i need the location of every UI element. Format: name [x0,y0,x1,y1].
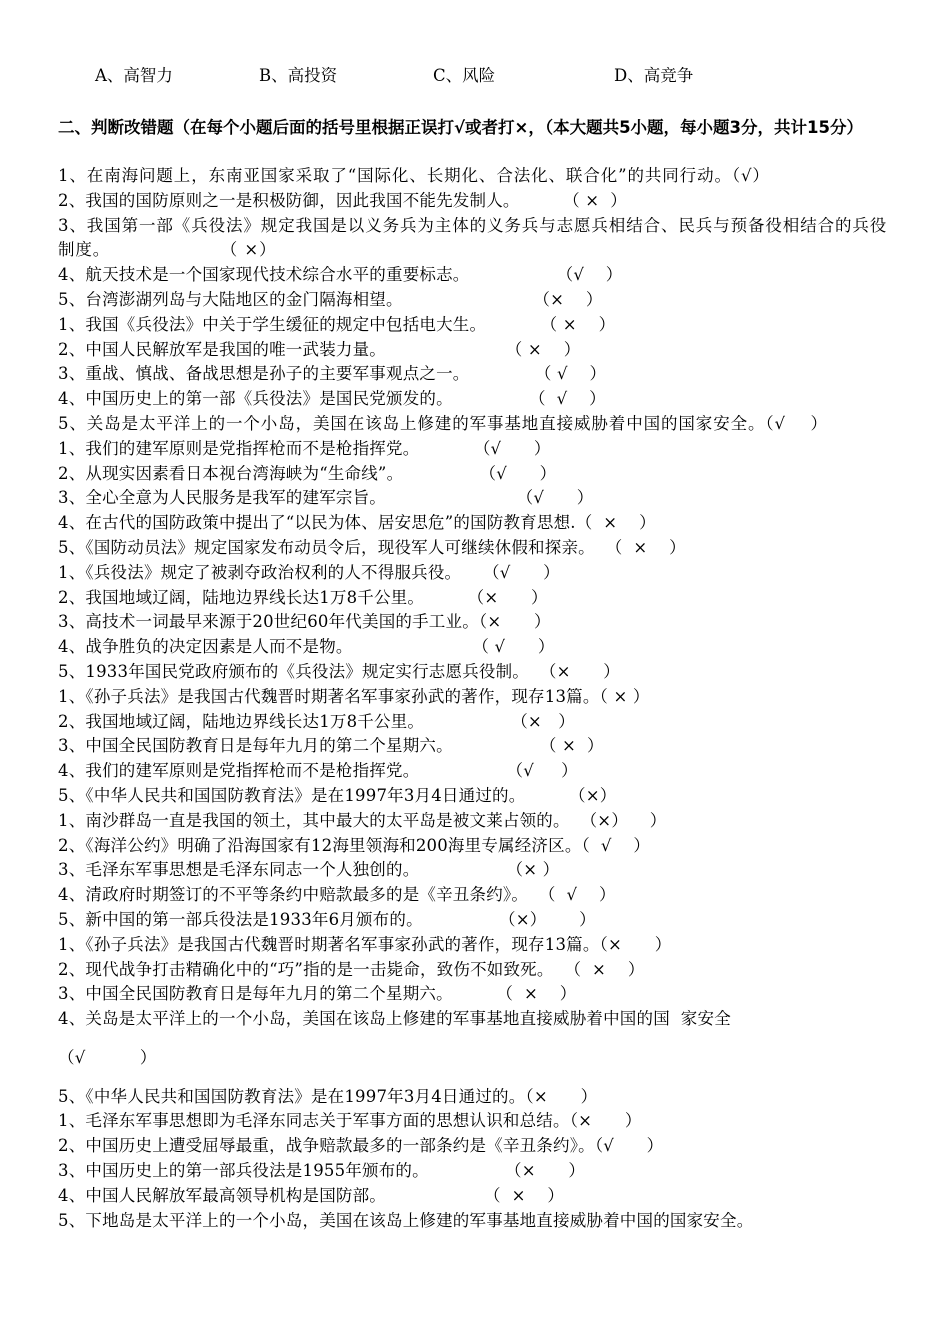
question-line: 4、在古代的国防政策中提出了“以民为体、居安思危”的国防教育思想.（ × ） [58,513,656,533]
question-line: 3、中国历史上的第一部兵役法是1955年颁布的。 （× ） [58,1161,586,1181]
question-line: 1、南沙群岛一直是我国的领土，其中最大的太平岛是被文莱占领的。 （×） ） [58,810,667,830]
question-line: 3、重战、慎战、备战思想是孙子的主要军事观点之一。 （ √ ） [58,364,607,384]
line-gap [58,1032,903,1046]
question-line: 4、我们的建军原则是党指挥枪而不是枪指挥党。 （√ ） [58,761,578,781]
section-heading: 二、判断改错题（在每个小题后面的括号里根据正误打√或者打×，（本大题共5小题，每小题3分，共计15分） [58,118,864,137]
question-line: 4、航天技术是一个国家现代技术综合水平的重要标志。 （√ ） [58,265,623,285]
option-a: A、高智力 [95,66,173,85]
question-line: 5、台湾澎湖列岛与大陆地区的金门隔海相望。 （× ） [58,289,603,309]
question-line: 2、《海洋公约》明确了沿海国家有12海里领海和200海里专属经济区。（ √ ） [58,835,651,855]
question-line: 2、我国地域辽阔，陆地边界线长达1万8千公里。 （× ） [58,711,575,731]
question-line: 1、我们的建军原则是党指挥枪而不是枪指挥党。 （√ ） [58,438,551,458]
question-line: 3、高技术一词最早来源于20世纪60年代美国的手工业。（× ） [58,612,551,632]
question-line: 5、新中国的第一部兵役法是1933年6月颁布的。 （×） ） [58,909,596,929]
option-d: D、高竞争 [614,66,694,85]
option-b: B、高投资 [259,66,338,85]
question-line: 2、从现实因素看日本视台湾海峡为“生命线”。 （√ ） [58,463,557,483]
question-line: 4、中国人民解放军最高领导机构是国防部。 （ × ） [58,1185,565,1205]
question-line: 3、我国第一部《兵役法》规定我国是以义务兵为主体的义务兵与志愿兵相结合、民兵与预备役相结合的兵役制度。 （ ×） [58,215,888,260]
question-line: 5、《国防动员法》规定国家发布动员令后，现役军人可继续休假和探亲。 （ × ） [58,537,686,557]
answer-options-row [0,64,950,88]
question-line: 2、现代战争打击精确化中的“巧”指的是一击毙命，致伤不如致死。 （ × ） [58,959,645,979]
question-line: 1、《兵役法》规定了被剥夺政治权利的人不得服兵役。 （√ ） [58,562,560,582]
option-c: C、风险 [433,66,496,85]
question-line: 4、关岛是太平洋上的一个小岛，美国在该岛上修建的军事基地直接威胁着中国的国 家安全 [58,1009,731,1029]
line-gap [58,1071,903,1085]
question-line: 3、全心全意为人民服务是我军的建军宗旨。 （√ ） [58,488,594,508]
question-line: 1、我国《兵役法》中关于学生缓征的规定中包括电大生。 （ × ） [58,314,616,334]
question-line: 5、《中华人民共和国国防教育法》是在1997年3月4日通过的。 （×） [58,785,617,805]
question-line: 3、毛泽东军事思想是毛泽东同志一个人独创的。 （× ） [58,860,560,880]
question-line: 3、中国全民国防教育日是每年九月的第二个星期六。 （ × ） [58,984,577,1004]
question-line: 5、《中华人民共和国国防教育法》是在1997年3月4日通过的。（× ） [58,1086,598,1106]
question-line: 5、下地岛是太平洋上的一个小岛，美国在该岛上修建的军事基地直接威胁着中国的国家安全。 [58,1210,754,1230]
question-line: 4、清政府时期签订的不平等条约中赔款最多的是《辛丑条约》。 （ √ ） [58,885,616,905]
question-line: 1、在南海问题上，东南亚国家采取了“国际化、长期化、合法化、联合化”的共同行动。（√） [58,166,770,185]
question-line: 1、《孙子兵法》是我国古代魏晋时期著名军事家孙武的著作，现存13篇。（ × ） [58,686,650,706]
question-list [58,164,903,1233]
question-line: 5、关岛是太平洋上的一个小岛，美国在该岛上修建的军事基地直接威胁着中国的国家安全。（√ ） [58,413,828,433]
question-line: 2、中国人民解放军是我国的唯一武装力量。 （ × ） [58,339,581,359]
question-line: （√ ） [58,1047,157,1067]
question-line: 4、中国历史上的第一部《兵役法》是国民党颁发的。 （ √ ） [58,389,606,409]
question-line: 2、我国地域辽阔，陆地边界线长达1万8千公里。 （× ） [58,587,548,607]
question-line: 2、我国的国防原则之一是积极防御，因此我国不能先发制人。 （ × ） [58,190,627,210]
question-line: 5、1933年国民党政府颁布的《兵役法》规定实行志愿兵役制。 （× ） [58,661,620,681]
question-line: 1、毛泽东军事思想即为毛泽东同志关于军事方面的思想认识和总结。（× ） [58,1111,642,1131]
question-line: 4、战争胜负的决定因素是人而不是物。 （ √ ） [58,637,555,657]
question-line: 3、中国全民国防教育日是每年九月的第二个星期六。 （ × ） [58,736,604,756]
question-line: 2、中国历史上遭受屈辱最重，战争赔款最多的一部条约是《辛丑条约》。（√ ） [58,1136,664,1156]
question-line: 1、《孙子兵法》是我国古代魏晋时期著名军事家孙武的著作，现存13篇。（× ） [58,934,672,954]
